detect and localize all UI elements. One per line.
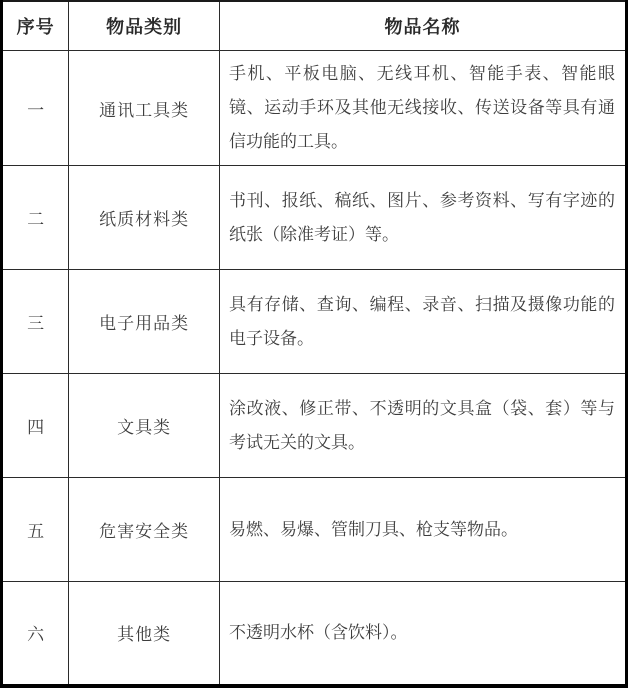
serial-number-cell: 二 xyxy=(2,166,69,270)
header-row xyxy=(2,1,627,51)
items-cell: 不透明水杯（含饮料）。 xyxy=(220,582,627,686)
category-cell: 电子用品类 xyxy=(69,270,220,374)
category-cell: 纸质材料类 xyxy=(69,166,220,270)
items-cell: 易燃、易爆、管制刀具、枪支等物品。 xyxy=(220,478,627,582)
serial-number-cell: 五 xyxy=(2,478,69,582)
serial-number-cell: 四 xyxy=(2,374,69,478)
table-row xyxy=(2,51,627,166)
table-row xyxy=(2,166,627,270)
header-serial-number: 序号 xyxy=(2,1,69,51)
items-cell: 书刊、报纸、稿纸、图片、参考资料、写有字迹的纸张（除准考证）等。 xyxy=(220,166,627,270)
table-row xyxy=(2,582,627,686)
items-cell: 具有存储、查询、编程、录音、扫描及摄像功能的电子设备。 xyxy=(220,270,627,374)
serial-number-cell: 一 xyxy=(2,51,69,166)
table-row xyxy=(2,478,627,582)
items-cell: 涂改液、修正带、不透明的文具盒（袋、套）等与考试无关的文具。 xyxy=(220,374,627,478)
table-row xyxy=(2,270,627,374)
serial-number-cell: 三 xyxy=(2,270,69,374)
category-cell: 危害安全类 xyxy=(69,478,220,582)
table-row xyxy=(2,374,627,478)
header-item-name: 物品名称 xyxy=(220,1,627,51)
category-cell: 通讯工具类 xyxy=(69,51,220,166)
category-cell: 文具类 xyxy=(69,374,220,478)
header-item-category: 物品类别 xyxy=(69,1,220,51)
serial-number-cell: 六 xyxy=(2,582,69,686)
category-cell: 其他类 xyxy=(69,582,220,686)
items-cell: 手机、平板电脑、无线耳机、智能手表、智能眼镜、运动手环及其他无线接收、传送设备等具有通信功能的工具。 xyxy=(220,51,627,166)
